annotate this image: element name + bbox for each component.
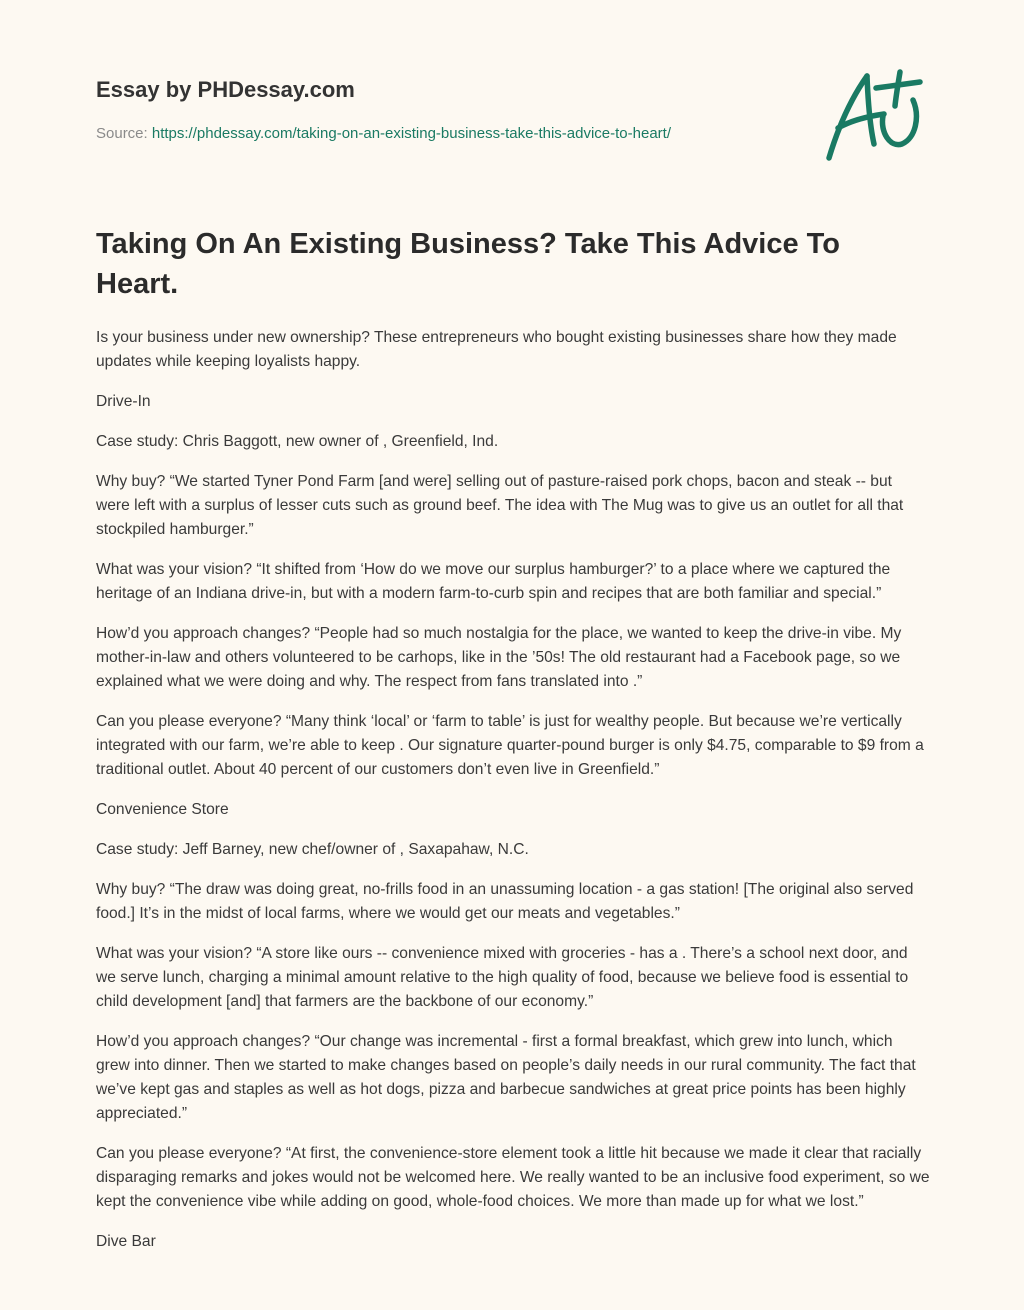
a-plus-logo-icon [820,66,930,166]
paragraph: Case study: Jeff Barney, new chef/owner of , Saxapahaw, N.C. [96,841,529,858]
section-heading-dive-bar: Dive Bar [96,1233,156,1250]
article [96,224,930,1270]
paragraph: What was your vision? “It shifted from ‘How do we move our surplus hamburger?’ to a place where we captured the heritage of an Indiana drive-in, but with a modern farm-to-curb spin and recipes that are both familiar and special.” [96,561,891,602]
source-link[interactable]: https://phdessay.com/taking-on-an-existing-business-take-this-advice-to-heart/ [151,125,672,142]
site-title: Essay by PHDessay.com [96,77,355,102]
paragraph: Can you please everyone? “At first, the convenience-store element took a little hit because we made it clear that racially disparaging remarks and jokes would not be welcomed here. We really wanted to be an inclusive food experiment, so we kept the convenience vibe while adding on good, whole-food choices. We more than made up for what we lost.” [96,1145,930,1210]
paragraph: Why buy? “The draw was doing great, no-frills food in an unassuming location - a gas station! [The original also served food.] It’s in the midst of local farms, where we would get our meats and vegetables.” [96,881,914,922]
section-heading-drive-in: Drive-In [96,393,151,410]
paragraph: Can you please everyone? “Many think ‘local’ or ‘farm to table’ is just for wealthy people. But because we’re vertically integrated with our farm, we’re able to keep . Our signature quarter-pound burger is only $4.75, comparable to $9 from a traditional outlet. About 40 percent of our customers don’t even live in Greenfield.” [96,713,924,778]
page-header [96,76,796,144]
section-heading-convenience-store: Convenience Store [96,801,229,818]
paragraph: How’d you approach changes? “People had so much nostalgia for the place, we wanted to keep the drive-in vibe. My mother-in-law and others volunteered to be carhops, like in the ’50s! The old restaurant had a Facebook page, so we explained what we were doing and why. The respect from fans translated into .” [96,625,902,690]
article-title: Taking On An Existing Business? Take This Advice To Heart. [96,228,840,300]
paragraph: Why buy? “We started Tyner Pond Farm [and were] selling out of pasture-raised pork chops, bacon and steak -- but were left with a surplus of lesser cuts such as ground beef. The idea with The Mug was to give us an outlet for all that stockpiled hamburger.” [96,473,904,538]
source-label: Source: [96,125,148,142]
paragraph: Case study: Chris Baggott, new owner of , Greenfield, Ind. [96,433,499,450]
source-line [96,124,796,144]
paragraph: How’d you approach changes? “Our change was incremental - first a formal breakfast, which grew into lunch, which grew into dinner. Then we started to make changes based on people’s daily needs in our rural community. The fact that we’ve kept gas and staples as well as hot dogs, pizza and barbecue sandwiches at great price points has been highly appreciated.” [96,1033,916,1122]
paragraph: What was your vision? “A store like ours -- convenience mixed with groceries - has a . There’s a school next door, and we serve lunch, charging a minimal amount relative to the high quality of food, because we believe food is essential to child development [and] that farmers are the backbone of our economy.” [96,945,909,1010]
paragraph: Is your business under new ownership? These entrepreneurs who bought existing businesses share how they made updates while keeping loyalists happy. [96,329,897,370]
